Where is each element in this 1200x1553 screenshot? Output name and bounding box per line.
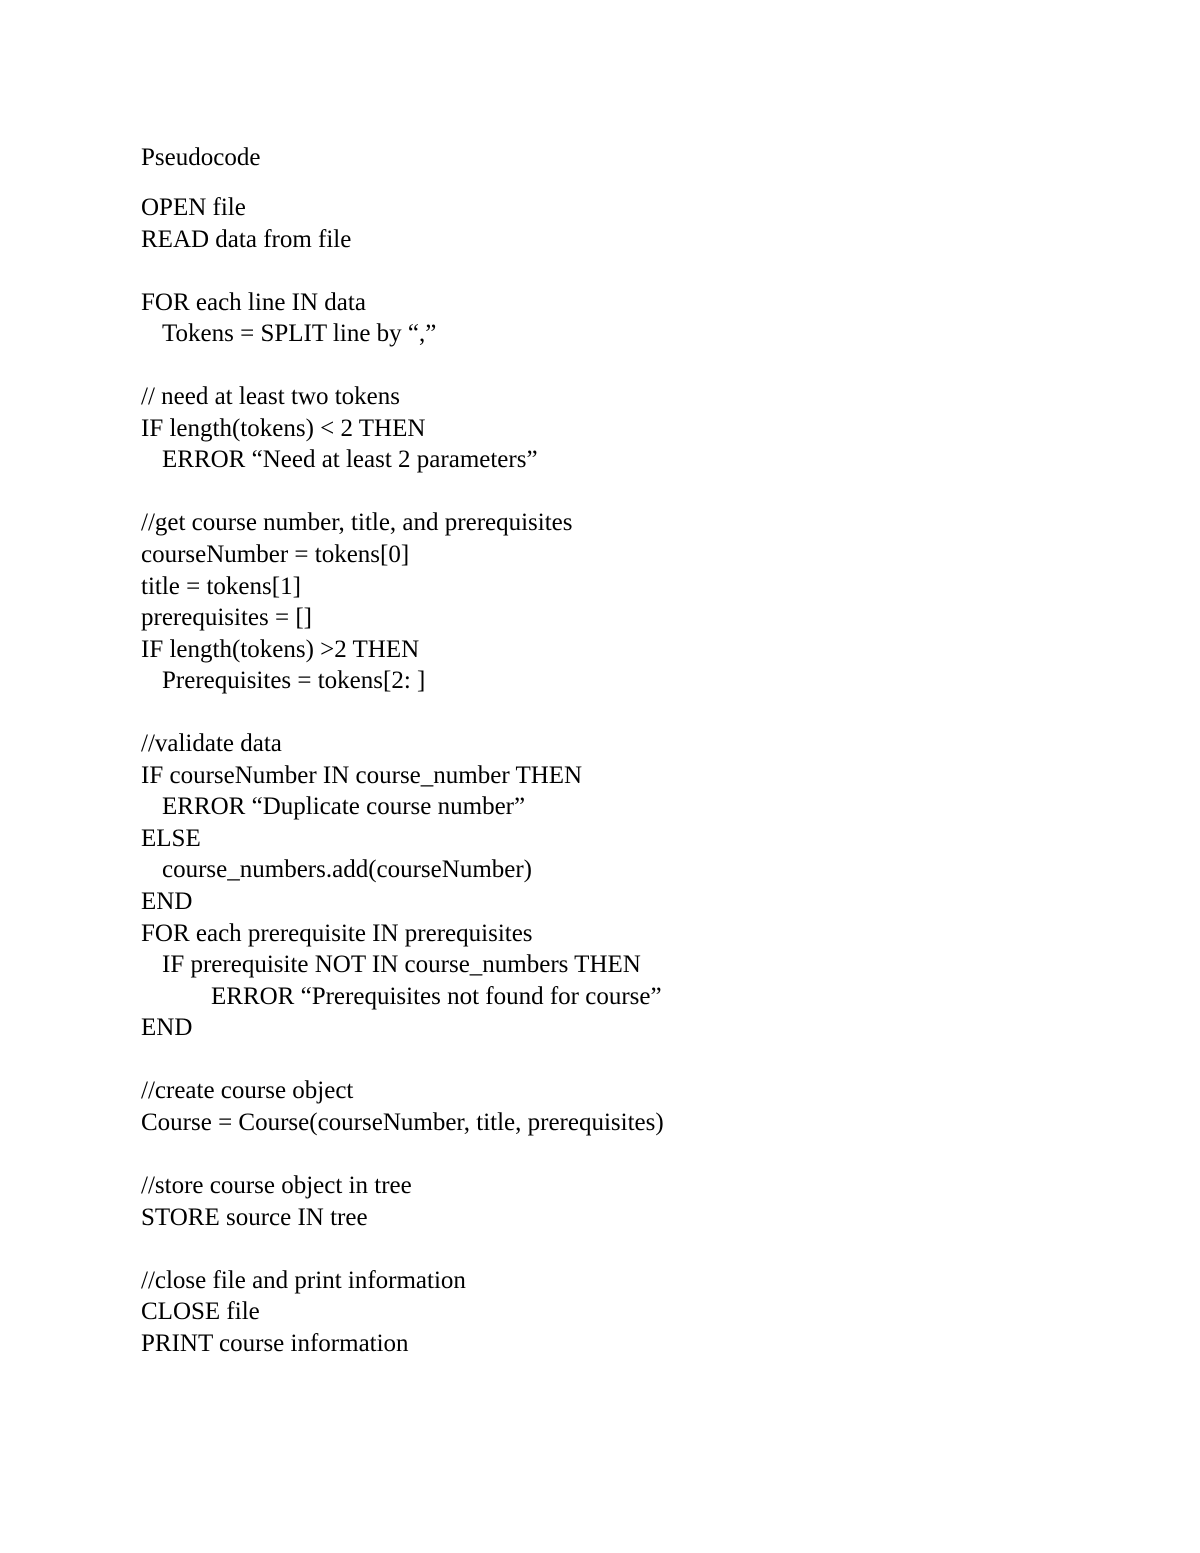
pseudocode-line: ERROR “Duplicate course number” [162,793,526,821]
pseudocode-line: courseNumber = tokens[0] [141,541,410,569]
pseudocode-line: FOR each prerequisite IN prerequisites [141,919,533,947]
pseudocode-line: IF courseNumber IN course_number THEN [141,761,583,789]
blank-line [141,255,664,287]
pseudocode-line: ERROR “Prerequisites not found for course” [211,982,662,1010]
blank-line [141,1138,664,1170]
blank-line [141,697,664,729]
pseudocode-line: prerequisites = [] [141,604,312,632]
pseudocode-line: course_numbers.add(courseNumber) [162,856,533,884]
pseudocode-line: END [141,888,193,916]
pseudocode-line: IF length(tokens) < 2 THEN [141,414,426,442]
pseudocode-line: //create course object [141,1077,354,1105]
pseudocode-line: OPEN file [141,194,246,221]
document-heading: Pseudocode [141,144,261,171]
pseudocode-line: PRINT course information [141,1329,409,1357]
pseudocode-line: //store course object in tree [141,1171,412,1199]
blank-line [141,350,664,382]
pseudocode-line: //close file and print information [141,1266,466,1294]
blank-line [141,1044,664,1076]
blank-line [141,476,664,508]
pseudocode-line: IF prerequisite NOT IN course_numbers THEN [162,951,641,979]
pseudocode-line: READ data from file [141,225,352,253]
pseudocode-line: CLOSE file [141,1298,260,1326]
pseudocode-body [141,192,664,1359]
pseudocode-line: ELSE [141,824,201,852]
pseudocode-line: STORE source IN tree [141,1203,368,1231]
pseudocode-line: FOR each line IN data [141,288,366,316]
pseudocode-line: //validate data [141,730,282,758]
pseudocode-line: Prerequisites = tokens[2: ] [162,667,426,695]
pseudocode-line: title = tokens[1] [141,572,301,600]
pseudocode-line: Tokens = SPLIT line by “,” [162,320,437,348]
blank-line [141,1233,664,1265]
pseudocode-line: IF length(tokens) >2 THEN [141,635,420,663]
pseudocode-line: END [141,1014,193,1042]
pseudocode-line: Course = Course(courseNumber, title, prerequisites) [141,1108,664,1136]
pseudocode-line: // need at least two tokens [141,383,400,411]
pseudocode-line: //get course number, title, and prerequisites [141,509,573,537]
pseudocode-line: ERROR “Need at least 2 parameters” [162,446,538,474]
